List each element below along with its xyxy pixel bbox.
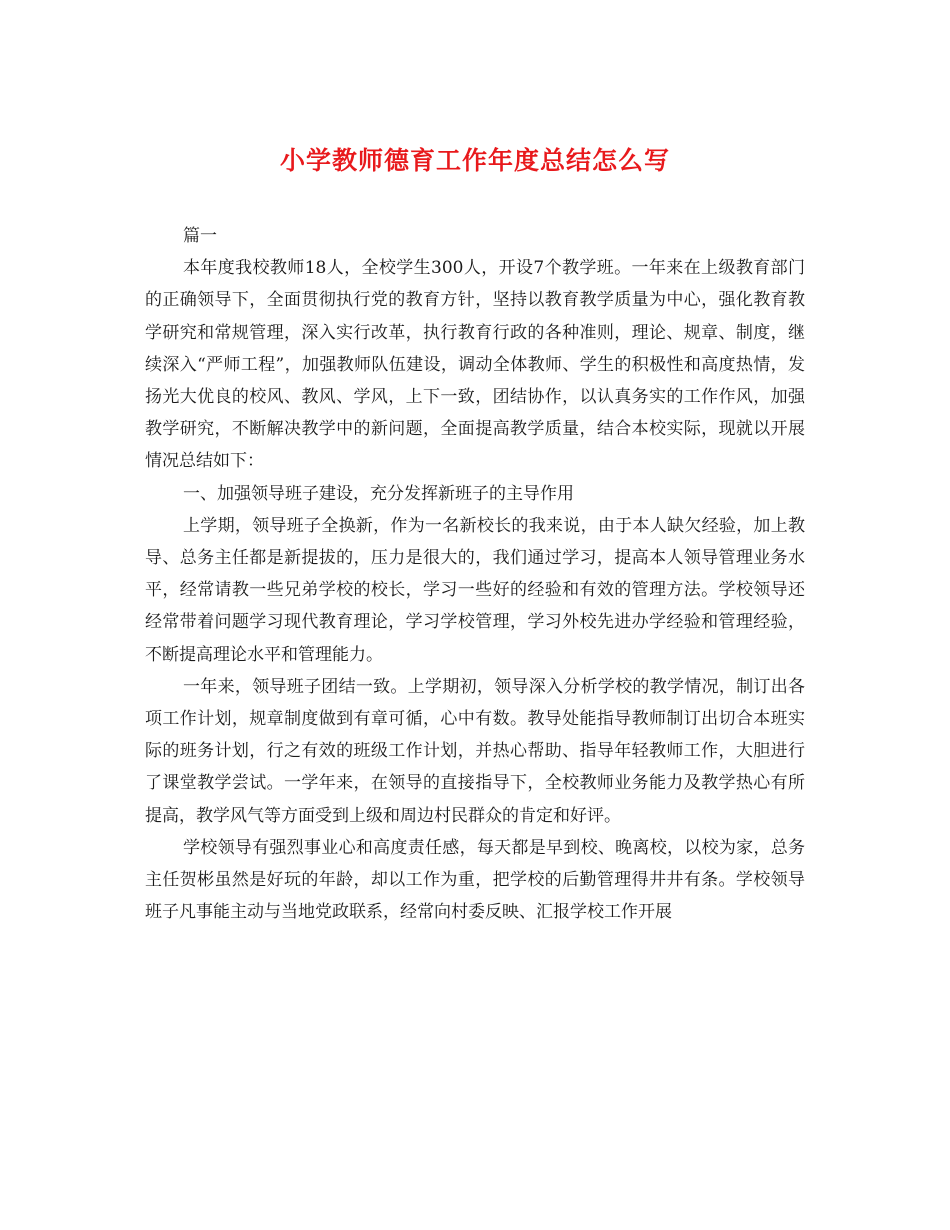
section-heading: 一、加强领导班子建设，充分发挥新班子的主导作用	[183, 483, 574, 504]
body-paragraph: 上学期，领导班子全换新，作为一名新校长的我来说，由于本人缺欠经验，加上教导、总务主任都是新提拔的，压力是很大的，我们通过学习，提高本人领导管理业务水平，经常请教一些兄弟学校的校长，学习一些好的经验和有效的管理方法。学校领导还经常带着问题学习现代教育理论，学习学校管理，学习外校先进办学经验和管理经验，不断提高理论水平和管理能力。	[145, 515, 805, 665]
body-paragraph: 一年来，领导班子团结一致。上学期初，领导深入分析学校的教学情况，制订出各项工作计划，规章制度做到有章可循，心中有数。教导处能指导教师制订出切合本班实际的班务计划，行之有效的班级工作计划，并热心帮助、指导年轻教师工作，大胆进行了课堂教学尝试。一学年来，在领导的直接指导下，全校教师业务能力及教学热心有所提高，教学风气等方面受到上级和周边村民群众的肯定和好评。	[145, 676, 805, 826]
document-body	[145, 220, 805, 928]
section-label: 篇一	[183, 226, 217, 246]
document-title: 小学教师德育工作年度总结怎么写	[279, 146, 670, 175]
intro-paragraph: 本年度我校教师18人，全校学生300人，开设7个教学班。一年来在上级教育部门的正确领导下，全面贯彻执行党的教育方针，坚持以教育教学质量为中心，强化教育教学研究和常规管理，深入实行改革，执行教育行政的各种准则，理论、规章、制度，继续深入“严师工程”，加强教师队伍建设，调动全体教师、学生的积极性和高度热情，发扬光大优良的校风、教风、学风，上下一致，团结协作，以认真务实的工作作风，加强教学研究，不断解决教学中的新问题，全面提高教学质量，结合本校实际，现就以开展情况总结如下：	[145, 258, 805, 472]
body-paragraph: 学校领导有强烈事业心和高度责任感，每天都是早到校、晚离校，以校为家，总务主任贺彬虽然是好玩的年龄，却以工作为重，把学校的后勤管理得井井有条。学校领导班子凡事能主动与当地党政联系，经常向村委反映、汇报学校工作开展	[145, 837, 805, 923]
